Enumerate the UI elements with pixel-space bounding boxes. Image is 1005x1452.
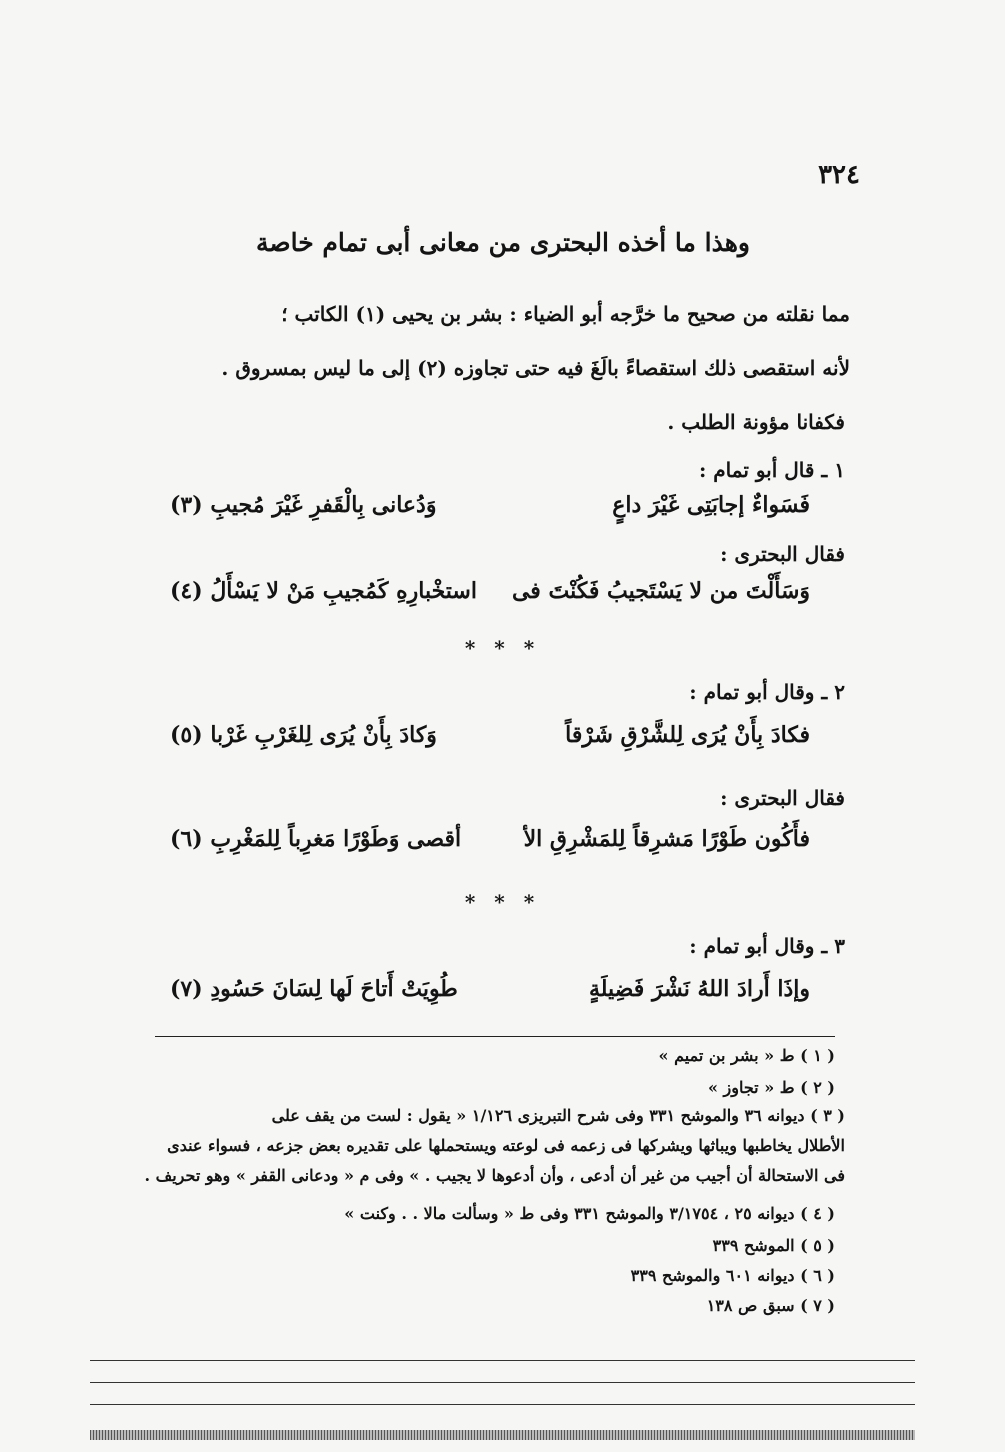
intro-line-1: مما نقلته من صحيح ما خرَّجه أبو الضياء : بشر بن يحيى (١) الكاتب ؛ (281, 302, 850, 326)
hemistich-first: فَسَواءٌ إجابَتِى غَيْرَ داعٍ (612, 492, 810, 518)
separator-1: * * * (464, 636, 541, 660)
hemistich-first: فكادَ بِأَنْ يُرَى لِلشَّرْقِ شَرْقاً (565, 722, 810, 748)
separator-2: * * * (464, 890, 541, 914)
footnote-2: ( ٢ ) ط « تجاوز » (707, 1078, 835, 1097)
hemistich-second: أقصى وَطَوْرًا مَغرِباً لِلمَغْرِبِ (٦) (170, 826, 462, 852)
footnote-6: ( ٦ ) ديوانه ٦٠١ والموشح ٣٣٩ (630, 1266, 835, 1285)
section-1-verse-2 (150, 578, 850, 618)
intro-line-3: فكفانا مؤونة الطلب . (667, 410, 845, 434)
footnote-5: ( ٥ ) الموشح ٣٣٩ (712, 1236, 835, 1255)
section-3-verse-1 (150, 976, 850, 1016)
footnote-3-line-3: فى الاستحالة أن أجيب من غير أن أدعى ، وأن أدعوها لا يجيب . » وفى م « ودعانى القفر » وهو تحريف . (144, 1166, 845, 1185)
bottom-rule-3 (90, 1404, 915, 1405)
footnote-7: ( ٧ ) سبق ص ١٣٨ (706, 1296, 835, 1315)
footnote-4: ( ٤ ) ديوانه ٢٥ ، ٣/١٧٥٤ والموشح ٣٣١ وفى ط « وسألت مالا . . وكنت » (344, 1204, 835, 1223)
section-2-verse-1 (150, 722, 850, 762)
section-1-verse-1 (150, 492, 850, 532)
section-1-intro: ١ ـ قال أبو تمام : (698, 458, 845, 482)
section-2-reply: فقال البحترى : (720, 786, 845, 810)
section-3-intro: ٣ ـ وقال أبو تمام : (689, 934, 845, 958)
section-2-verse-2 (150, 826, 850, 866)
bottom-scan-band (90, 1430, 915, 1440)
hemistich-first: فأَكُون طَوْرًا مَشرِقاً لِلمَشْرِقِ الأ (523, 826, 810, 852)
footnote-rule (155, 1036, 835, 1037)
hemistich-first: وَسَأَلْتَ من لا يَسْتَجيبُ فَكُنْتَ فى (511, 578, 810, 604)
hemistich-first: وإذَا أَرادَ اللهُ نَشْرَ فَضِيلَةٍ (588, 976, 810, 1002)
page-number: ٣٢٤ (818, 160, 860, 190)
section-2-intro: ٢ ـ وقال أبو تمام : (689, 680, 845, 704)
bottom-rule-1 (90, 1360, 915, 1361)
hemistich-second: وَدُعانى بِالْقَفرِ غَيْرَ مُجيبِ (٣) (170, 492, 437, 518)
footnote-3-line-1: ( ٣ ) ديوانه ٣٦ والموشح ٣٣١ وفى شرح التبريزى ١/١٢٦ « يقول : لست من يقف على (271, 1106, 845, 1125)
bottom-rule-2 (90, 1382, 915, 1383)
section-1-reply: فقال البحترى : (720, 542, 845, 566)
section-title: وهذا ما أخذه البحترى من معانى أبى تمام خاصة (256, 228, 750, 257)
footnote-3-line-2: الأطلال يخاطبها ويباثها ويشركها فى زعمه فى لوعته ويستحملها على تقديره بعض جزعه ، فسواء عندى (167, 1136, 845, 1155)
hemistich-second: وَكادَ بِأَنْ يُرَى لِلغَرْبِ غَرْبا (٥) (170, 722, 437, 748)
footnote-1: ( ١ ) ط « بشر بن تميم » (658, 1046, 835, 1065)
hemistich-second: استخْبارِهِ كَمُجيبِ مَنْ لا يَسْأَلُ (٤) (170, 578, 477, 604)
intro-line-2: لأنه استقصى ذلك استقصاءً بالَغَ فيه حتى تجاوزه (٢) إلى ما ليس بمسروق . (221, 356, 850, 380)
hemistich-second: طُوِيَتْ أَتاحَ لَها لِسَانَ حَسُودِ (٧) (170, 976, 458, 1002)
